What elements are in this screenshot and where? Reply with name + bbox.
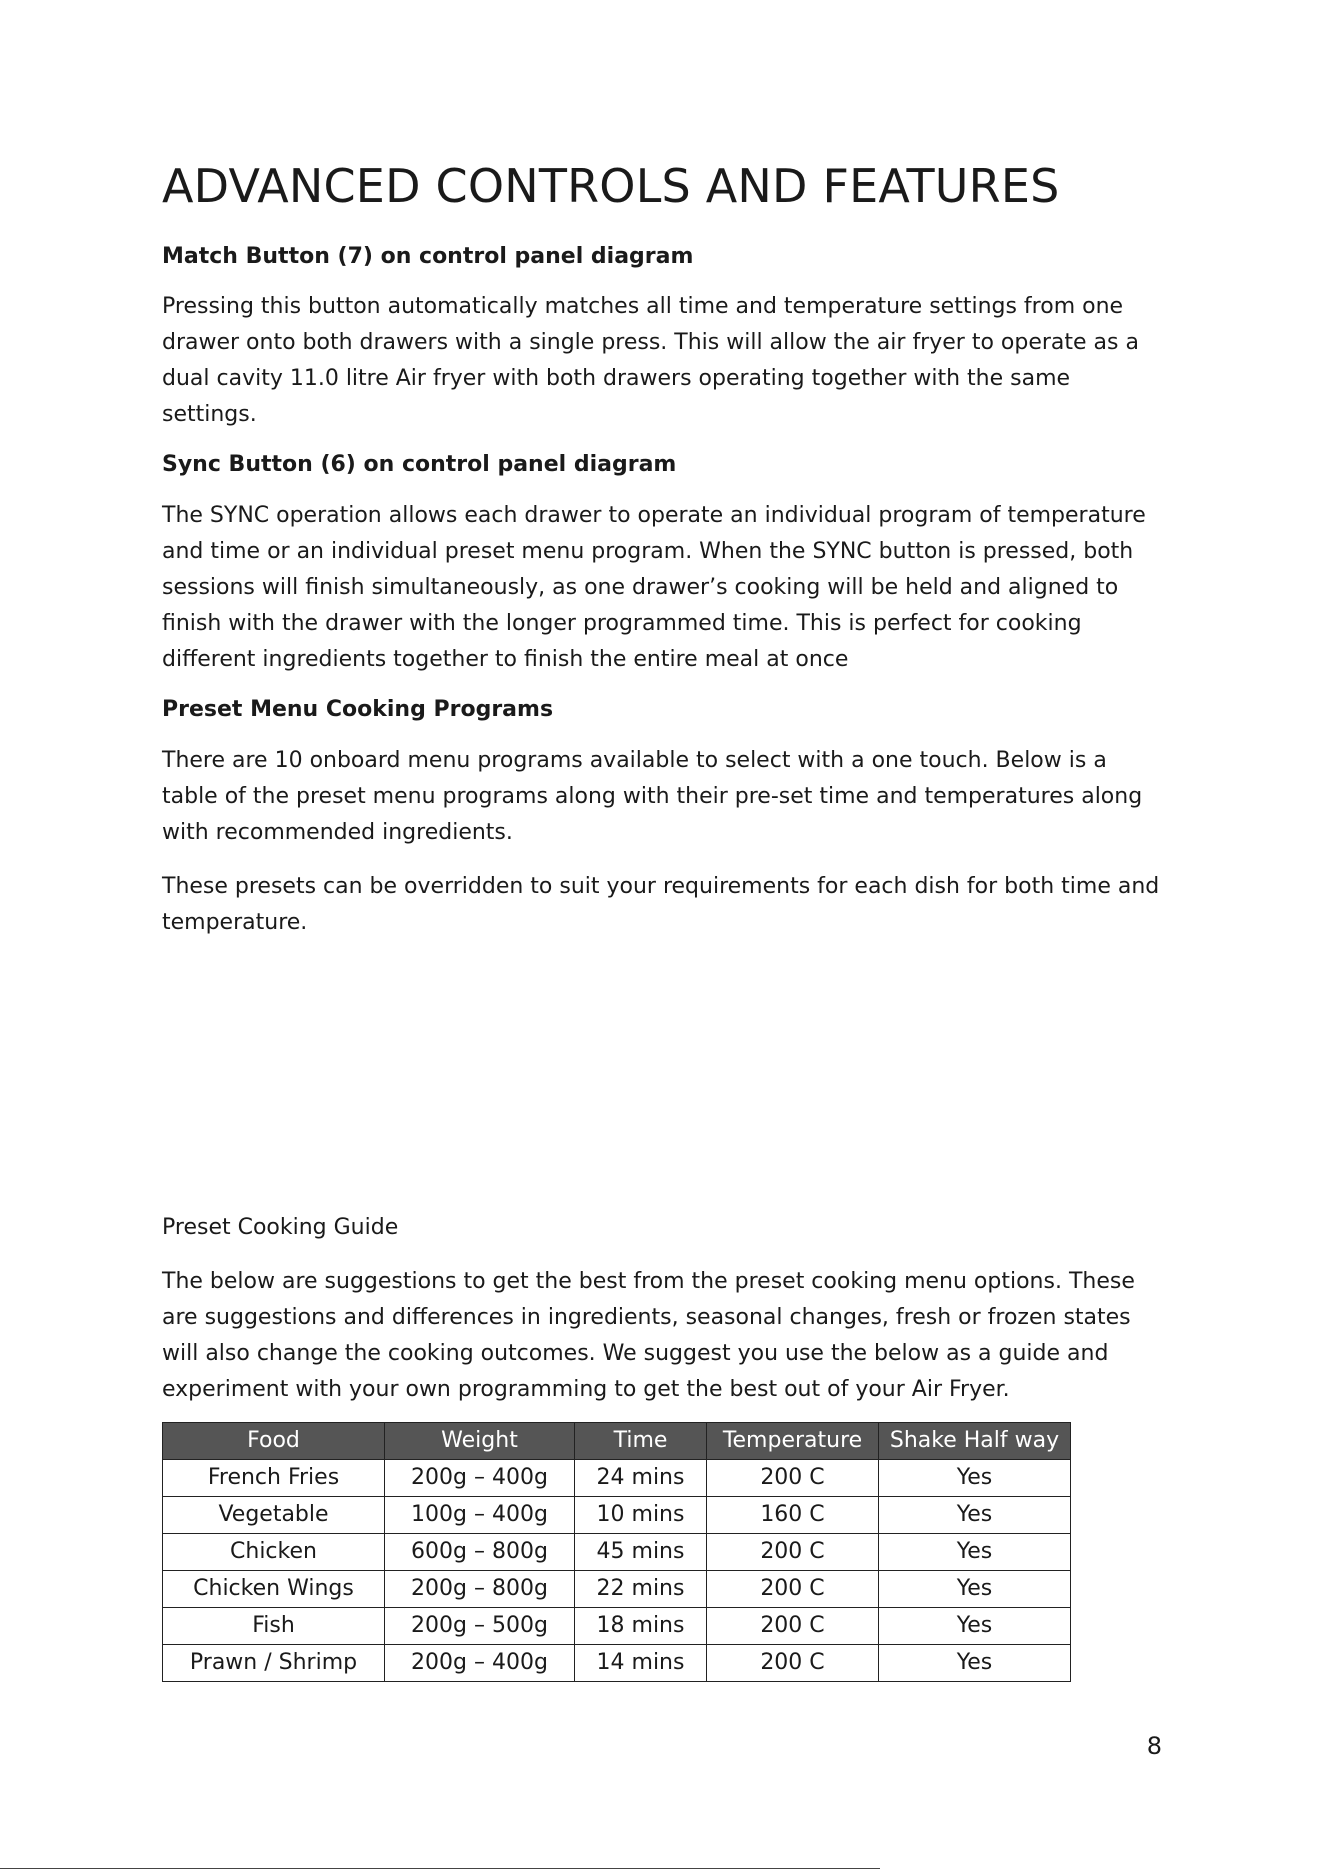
cell-temperature: 160 C [707,1497,879,1534]
cell-food: Vegetable [163,1497,385,1534]
guide-title: Preset Cooking Guide [162,1215,399,1240]
cell-temperature: 200 C [707,1608,879,1645]
cell-weight: 100g – 400g [385,1497,575,1534]
table-row [163,1645,1071,1682]
table-row [163,1497,1071,1534]
section-heading-preset: Preset Menu Cooking Programs [162,697,554,723]
table-header-row [163,1423,1071,1460]
cell-shake: Yes [879,1460,1071,1497]
page-number: 8 [1146,1732,1162,1760]
cell-weight: 200g – 400g [385,1460,575,1497]
cell-shake: Yes [879,1645,1071,1682]
section-paragraph-sync: The SYNC operation allows each drawer to operate an individual program of temperature and time or an individual preset menu program. When the SYNC button is pressed, both sessions will finish simultaneously, as one drawer’s cooking will be held and aligned to finish with the drawer with the longer programmed time. This is perfect for cooking different ingredients together to finish the entire meal at once [162,503,1146,673]
table-row [163,1608,1071,1645]
column-header-temperature: Temperature [707,1423,879,1460]
cell-weight: 600g – 800g [385,1534,575,1571]
cell-time: 18 mins [575,1608,707,1645]
cell-food: French Fries [163,1460,385,1497]
cell-temperature: 200 C [707,1571,879,1608]
main-content [162,160,1162,959]
table-row [163,1460,1071,1497]
cell-food: Chicken [163,1534,385,1571]
cell-time: 10 mins [575,1497,707,1534]
cell-weight: 200g – 800g [385,1571,575,1608]
cell-food: Chicken Wings [163,1571,385,1608]
preset-cooking-table [162,1422,1071,1682]
table-row [163,1534,1071,1571]
page-title: ADVANCED CONTROLS AND FEATURES [162,159,1060,213]
cell-temperature: 200 C [707,1460,879,1497]
cell-weight: 200g – 400g [385,1645,575,1682]
section-heading-sync: Sync Button (6) on control panel diagram [162,452,677,478]
cell-shake: Yes [879,1497,1071,1534]
cell-time: 22 mins [575,1571,707,1608]
cell-food: Fish [163,1608,385,1645]
section-paragraph-preset-1: There are 10 onboard menu programs available to select with a one touch. Below is a table of the preset menu programs along with their pre-set time and temperatures along with recommended ingredients. [162,747,1143,845]
column-header-food: Food [163,1423,385,1460]
column-header-weight: Weight [385,1423,575,1460]
section-paragraph-match: Pressing this button automatically matches all time and temperature settings from one drawer onto both drawers with a single press. This will allow the air fryer to operate as a dual cavity 11.0 litre Air fryer with both drawers operating together with the same settings. [162,294,1139,428]
cell-time: 45 mins [575,1534,707,1571]
cell-temperature: 200 C [707,1645,879,1682]
column-header-shake: Shake Half way [879,1423,1071,1460]
column-header-time: Time [575,1423,707,1460]
cell-food: Prawn / Shrimp [163,1645,385,1682]
cell-shake: Yes [879,1571,1071,1608]
table-row [163,1571,1071,1608]
cell-time: 14 mins [575,1645,707,1682]
cell-shake: Yes [879,1534,1071,1571]
guide-intro: The below are suggestions to get the best from the preset cooking menu options. These are suggestions and differences in ingredients, seasonal changes, fresh or frozen states will also change the cooking outcomes. We suggest you use the below as a guide and experiment with your own programming to get the best out of your Air Fryer. [162,1269,1135,1402]
cell-time: 24 mins [575,1460,707,1497]
cell-weight: 200g – 500g [385,1608,575,1645]
section-heading-match: Match Button (7) on control panel diagram [162,243,694,269]
cell-shake: Yes [879,1608,1071,1645]
section-paragraph-preset-2: These presets can be overridden to suit your requirements for each dish for both time and temperature. [162,873,1160,935]
cell-temperature: 200 C [707,1534,879,1571]
footer-rule [0,1868,880,1869]
